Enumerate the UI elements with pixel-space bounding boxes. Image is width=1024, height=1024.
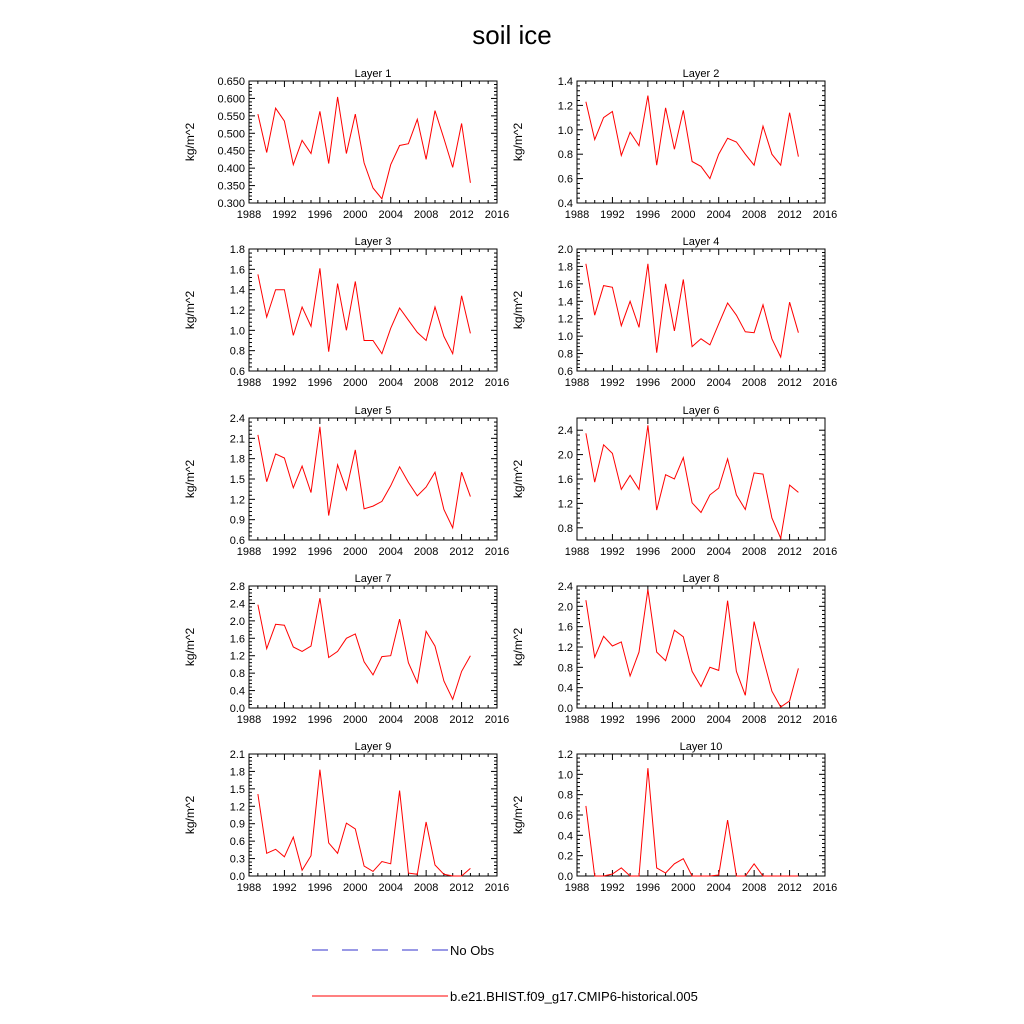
y-tick-label: 1.6 <box>557 474 573 486</box>
panel-title: Layer 7 <box>354 573 392 585</box>
x-tick-label: 2000 <box>343 209 368 221</box>
y-tick-label: 1.0 <box>229 325 245 338</box>
x-tick-label: 2000 <box>343 882 368 894</box>
x-tick-label: 1996 <box>635 546 661 558</box>
y-tick-label: 1.8 <box>229 453 245 466</box>
panel-frame <box>577 81 825 203</box>
panel-frame <box>577 249 825 371</box>
panel-layer-1 <box>183 68 509 221</box>
y-tick-label: 2.4 <box>229 598 245 611</box>
x-tick-label: 2016 <box>484 377 510 389</box>
x-tick-label: 1988 <box>564 714 590 726</box>
x-tick-label: 2008 <box>741 546 767 558</box>
panel-title: Layer 9 <box>354 741 392 753</box>
x-tick-label: 2008 <box>741 377 767 389</box>
x-tick-label: 1992 <box>600 377 625 389</box>
x-tick-label: 1988 <box>236 209 262 221</box>
x-tick-label: 2008 <box>413 377 439 389</box>
x-tick-label: 2000 <box>343 546 368 558</box>
y-tick-label: 2.4 <box>557 581 573 593</box>
series-line <box>258 598 471 699</box>
x-tick-label: 2000 <box>671 377 696 389</box>
panel-title: Layer 8 <box>682 573 720 585</box>
y-tick-label: 0.650 <box>217 76 245 88</box>
x-tick-label: 2000 <box>671 209 696 221</box>
x-tick-label: 1996 <box>635 882 661 894</box>
x-tick-label: 2008 <box>413 714 439 726</box>
y-tick-label: 2.0 <box>557 601 573 614</box>
x-tick-label: 1988 <box>564 882 590 894</box>
y-tick-label: 2.1 <box>229 749 245 761</box>
x-tick-label: 2012 <box>449 377 474 389</box>
panel-title: Layer 4 <box>682 236 720 248</box>
x-tick-label: 1988 <box>236 882 262 894</box>
x-tick-label: 2008 <box>413 209 439 221</box>
panel-frame <box>249 81 497 203</box>
x-tick-label: 2004 <box>378 546 403 558</box>
y-tick-label: 1.2 <box>229 494 245 507</box>
panel-layer-3 <box>183 236 509 389</box>
x-tick-label: 2016 <box>812 882 838 894</box>
y-tick-label: 0.8 <box>229 668 245 681</box>
y-axis-label: kg/m^2 <box>183 122 197 162</box>
y-tick-label: 0.4 <box>557 682 573 695</box>
x-tick-label: 1992 <box>272 546 297 558</box>
x-tick-label: 2008 <box>741 882 767 894</box>
x-tick-label: 2000 <box>343 377 368 389</box>
x-tick-label: 2008 <box>413 546 439 558</box>
y-tick-label: 1.8 <box>229 766 245 779</box>
x-tick-label: 2016 <box>484 714 510 726</box>
panel-title: Layer 2 <box>682 68 720 80</box>
y-tick-label: 2.0 <box>229 615 245 628</box>
panel-layer-5 <box>183 405 509 558</box>
panel-title: Layer 3 <box>354 236 392 248</box>
y-tick-label: 0.6 <box>557 366 573 378</box>
x-tick-label: 2012 <box>777 546 802 558</box>
legend-model-label: b.e21.BHIST.f09_g17.CMIP6-historical.005 <box>450 989 698 1004</box>
y-tick-label: 2.4 <box>229 413 245 425</box>
panel-layer-9 <box>183 741 509 894</box>
panel-layer-4 <box>511 236 837 389</box>
y-tick-label: 1.8 <box>557 261 573 274</box>
y-tick-label: 0.0 <box>229 703 245 715</box>
y-tick-label: 0.8 <box>557 149 573 162</box>
x-tick-label: 2000 <box>671 714 696 726</box>
x-tick-label: 1992 <box>600 882 625 894</box>
x-tick-label: 1996 <box>307 377 333 389</box>
x-tick-label: 1992 <box>600 714 625 726</box>
x-tick-label: 1992 <box>600 209 625 221</box>
x-tick-label: 1996 <box>307 882 333 894</box>
x-tick-label: 2008 <box>741 714 767 726</box>
y-tick-label: 1.2 <box>557 100 573 113</box>
x-tick-label: 2008 <box>741 209 767 221</box>
series-line <box>586 768 799 876</box>
y-tick-label: 0.6 <box>229 366 245 378</box>
x-tick-label: 1988 <box>564 209 590 221</box>
x-tick-label: 2016 <box>812 714 838 726</box>
x-tick-label: 2004 <box>378 377 403 389</box>
panel-frame <box>577 754 825 876</box>
y-tick-label: 0.4 <box>229 685 245 698</box>
y-tick-label: 0.9 <box>229 818 245 831</box>
series-line <box>586 264 799 357</box>
y-tick-label: 0.6 <box>229 535 245 547</box>
x-tick-label: 1996 <box>307 209 333 221</box>
panel-frame <box>577 586 825 708</box>
x-tick-label: 1988 <box>564 546 590 558</box>
y-tick-label: 0.0 <box>557 871 573 883</box>
x-tick-label: 1992 <box>272 209 297 221</box>
y-tick-label: 0.8 <box>557 662 573 675</box>
y-tick-label: 2.8 <box>229 581 245 593</box>
y-tick-label: 2.0 <box>557 244 573 256</box>
x-tick-label: 2012 <box>449 546 474 558</box>
panel-title: Layer 6 <box>682 405 720 417</box>
x-tick-label: 2012 <box>449 209 474 221</box>
x-tick-label: 1992 <box>272 377 297 389</box>
x-tick-label: 2012 <box>777 882 802 894</box>
x-tick-label: 2016 <box>812 546 838 558</box>
x-tick-label: 1992 <box>272 882 297 894</box>
panel-frame <box>249 586 497 708</box>
y-axis-label: kg/m^2 <box>183 290 197 330</box>
y-tick-label: 1.0 <box>557 769 573 782</box>
y-tick-label: 1.5 <box>229 474 245 486</box>
panels <box>183 68 837 894</box>
y-tick-label: 1.4 <box>557 296 573 309</box>
panel-frame <box>249 754 497 876</box>
y-tick-label: 1.0 <box>557 124 573 137</box>
x-tick-label: 2016 <box>812 209 838 221</box>
y-axis-label: kg/m^2 <box>511 122 525 162</box>
y-axis-label: kg/m^2 <box>183 459 197 499</box>
series-line <box>258 97 471 199</box>
y-tick-label: 0.4 <box>557 198 573 210</box>
x-tick-label: 1996 <box>307 714 333 726</box>
x-tick-label: 2016 <box>484 882 510 894</box>
y-tick-label: 1.8 <box>229 244 245 256</box>
y-tick-label: 1.2 <box>557 498 573 511</box>
x-tick-label: 2012 <box>777 377 802 389</box>
y-tick-label: 0.300 <box>217 198 245 210</box>
x-tick-label: 2012 <box>777 714 802 726</box>
series-line <box>258 770 471 876</box>
y-tick-label: 0.3 <box>229 853 245 866</box>
y-tick-label: 0.400 <box>217 163 245 176</box>
y-tick-label: 1.6 <box>229 633 245 646</box>
chart-title: soil ice <box>472 20 552 50</box>
y-axis-label: kg/m^2 <box>183 795 197 835</box>
y-tick-label: 0.550 <box>217 110 245 123</box>
x-tick-label: 2000 <box>343 714 368 726</box>
x-tick-label: 2004 <box>378 714 403 726</box>
y-tick-label: 1.2 <box>557 313 573 326</box>
panel-layer-8 <box>511 573 837 726</box>
x-tick-label: 1988 <box>236 546 262 558</box>
x-tick-label: 2004 <box>706 209 731 221</box>
x-tick-label: 2004 <box>378 209 403 221</box>
legend <box>312 943 698 1004</box>
series-line <box>258 268 471 353</box>
series-line <box>258 427 471 528</box>
y-tick-label: 1.6 <box>557 621 573 634</box>
y-tick-label: 1.6 <box>229 264 245 277</box>
y-tick-label: 0.6 <box>557 810 573 822</box>
y-tick-label: 2.0 <box>557 449 573 462</box>
panel-layer-6 <box>511 405 837 558</box>
x-tick-label: 1996 <box>307 546 333 558</box>
y-tick-label: 1.4 <box>557 76 573 88</box>
x-tick-label: 1992 <box>272 714 297 726</box>
y-axis-label: kg/m^2 <box>183 627 197 667</box>
y-tick-label: 1.4 <box>229 284 245 297</box>
y-tick-label: 1.2 <box>557 642 573 654</box>
x-tick-label: 2004 <box>378 882 403 894</box>
panel-frame <box>249 418 497 540</box>
panel-frame <box>577 418 825 540</box>
y-tick-label: 0.6 <box>557 173 573 186</box>
y-tick-label: 0.450 <box>217 145 245 158</box>
panel-layer-10 <box>511 741 837 894</box>
y-tick-label: 1.6 <box>557 278 573 291</box>
x-tick-label: 1996 <box>635 377 661 389</box>
y-tick-label: 0.350 <box>217 180 245 193</box>
panel-title: Layer 10 <box>679 741 723 753</box>
y-tick-label: 0.8 <box>557 789 573 802</box>
x-tick-label: 1988 <box>236 714 262 726</box>
y-tick-label: 2.1 <box>229 433 245 446</box>
y-tick-label: 1.2 <box>557 749 573 761</box>
x-tick-label: 2016 <box>484 546 510 558</box>
x-tick-label: 2004 <box>706 882 731 894</box>
series-line <box>586 425 799 538</box>
y-tick-label: 1.5 <box>229 783 245 796</box>
y-tick-label: 1.0 <box>557 331 573 344</box>
y-tick-label: 0.0 <box>229 871 245 883</box>
x-tick-label: 2016 <box>484 209 510 221</box>
legend-obs-label: No Obs <box>450 943 495 958</box>
y-tick-label: 0.500 <box>217 128 245 141</box>
x-tick-label: 1996 <box>635 209 661 221</box>
x-tick-label: 2000 <box>671 546 696 558</box>
y-tick-label: 1.2 <box>229 650 245 663</box>
x-tick-label: 1988 <box>564 377 590 389</box>
y-tick-label: 0.6 <box>229 836 245 849</box>
y-tick-label: 0.8 <box>557 522 573 535</box>
series-line <box>586 96 799 179</box>
x-tick-label: 2000 <box>671 882 696 894</box>
series-line <box>586 590 799 707</box>
y-tick-label: 0.600 <box>217 93 245 106</box>
y-axis-label: kg/m^2 <box>511 459 525 499</box>
y-axis-label: kg/m^2 <box>511 627 525 667</box>
x-tick-label: 1992 <box>600 546 625 558</box>
x-tick-label: 2004 <box>706 377 731 389</box>
y-tick-label: 0.8 <box>557 348 573 361</box>
y-tick-label: 0.0 <box>557 703 573 715</box>
x-tick-label: 2004 <box>706 546 731 558</box>
y-tick-label: 2.4 <box>557 425 573 438</box>
y-axis-label: kg/m^2 <box>511 290 525 330</box>
y-tick-label: 0.2 <box>557 850 573 863</box>
x-tick-label: 2012 <box>449 714 474 726</box>
x-tick-label: 1996 <box>635 714 661 726</box>
x-tick-label: 2012 <box>777 209 802 221</box>
y-axis-label: kg/m^2 <box>511 795 525 835</box>
y-tick-label: 0.8 <box>229 345 245 358</box>
panel-layer-7 <box>183 573 509 726</box>
y-tick-label: 0.4 <box>557 830 573 843</box>
y-tick-label: 1.2 <box>229 305 245 317</box>
x-tick-label: 2004 <box>706 714 731 726</box>
panel-title: Layer 5 <box>354 405 392 417</box>
x-tick-label: 1988 <box>236 377 262 389</box>
y-tick-label: 0.9 <box>229 514 245 527</box>
x-tick-label: 2008 <box>413 882 439 894</box>
panel-title: Layer 1 <box>354 68 392 80</box>
x-tick-label: 2012 <box>449 882 474 894</box>
x-tick-label: 2016 <box>812 377 838 389</box>
y-tick-label: 1.2 <box>229 801 245 814</box>
panel-layer-2 <box>511 68 837 221</box>
